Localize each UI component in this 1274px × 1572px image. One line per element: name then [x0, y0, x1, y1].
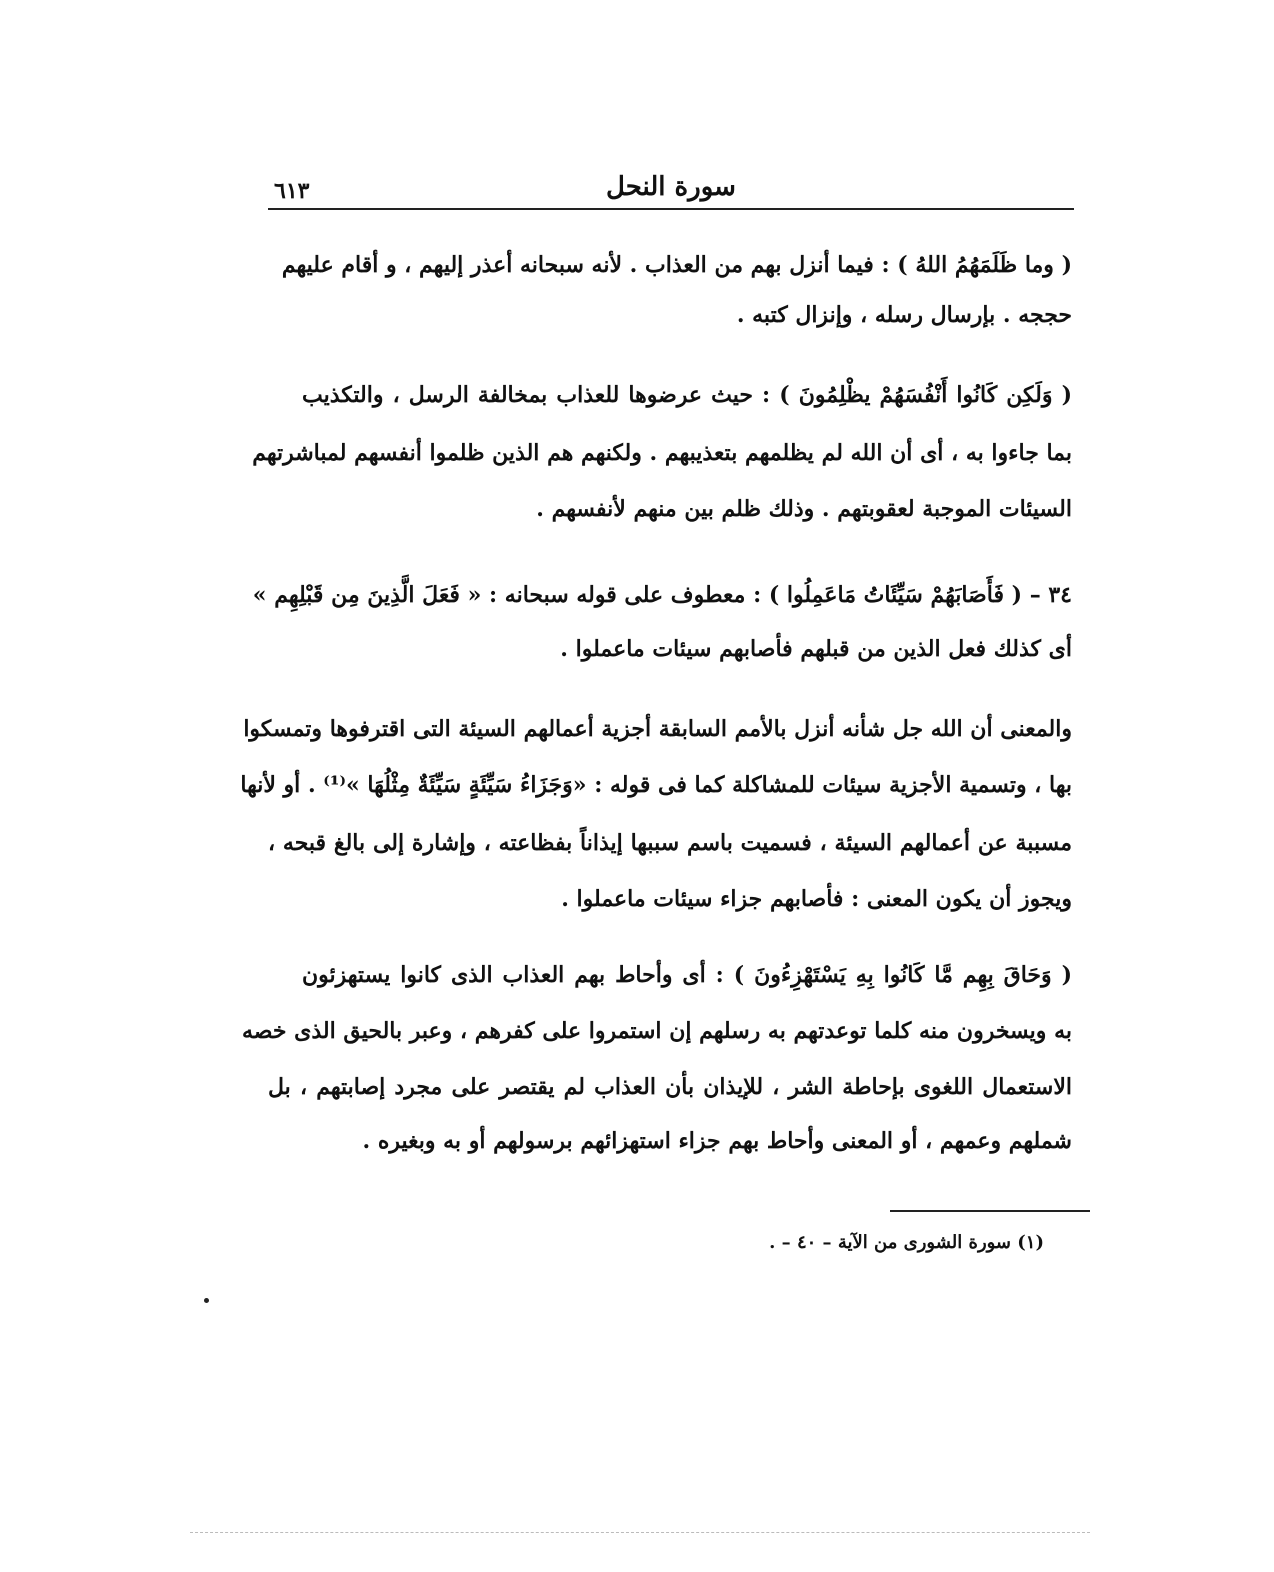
page-number: ٦١٣ — [274, 178, 310, 204]
text-line: الاستعمال اللغوى بإحاطة الشر ، للإيذان بأن العذاب لم يقتصر على مجرد إصابتهم ، بل — [268, 1074, 1072, 1100]
text-line: ويجوز أن يكون المعنى : فأصابهم جزاء سيئات ماعملوا . — [561, 886, 1072, 912]
scan-edge-line — [190, 1532, 1090, 1533]
text-line: بما جاءوا به ، أى أن الله لم يظلمهم بتعذيبهم . ولكنهم هم الذين ظلموا أنفسهم لمباشرتهم — [252, 440, 1072, 466]
text-line: حججه . بإرسال رسله ، وإنزال كتبه . — [736, 302, 1072, 328]
text-line: ( وَحَاقَ بِهِم مَّا كَانُوا بِهِ يَسْتَهْزِءُونَ ) : أى وأحاط بهم العذاب الذى كانوا يستهزئون — [302, 962, 1073, 988]
text-line: والمعنى أن الله جل شأنه أنزل بالأمم السابقة أجزية أعمالهم السيئة التى اقترفوها وتمسكوا — [243, 716, 1072, 742]
text-line: ( وَلَكِن كَانُوا أَنْفُسَهُمْ يظْلِمُونَ ) : حيث عرضوها للعذاب بمخالفة الرسل ، والتكذيب — [302, 382, 1072, 408]
text-line: السيئات الموجبة لعقوبتهم . وذلك ظلم بين منهم لأنفسهم . — [536, 496, 1072, 522]
text-line: به ويسخرون منه كلما توعدتهم به رسلهم إن استمروا على كفرهم ، وعبر بالحيق الذى خصه — [242, 1018, 1072, 1044]
text-line: ( وما ظَلَمَهُمُ اللهُ ) : فيما أنزل بهم من العذاب . لأنه سبحانه أعذر إليهم ، و أقام عليهم — [281, 252, 1072, 278]
surah-title: سورة النحل — [606, 172, 736, 202]
scan-speck — [204, 1298, 209, 1303]
footnote-divider — [890, 1210, 1090, 1212]
text-line: بها ، وتسمية الأجزية سيئات للمشاكلة كما فى قوله : «وَجَزَاءُ سَيِّئَةٍ سَيِّئَةٌ مِثْلُهَا »⁽¹⁾ . أو لأنها — [240, 772, 1072, 798]
footnote: (١) سورة الشورى من الآية – ٤٠ – . — [769, 1232, 1044, 1253]
text-line: شملهم وعمهم ، أو المعنى وأحاط بهم جزاء استهزائهم برسولهم أو به وبغيره . — [362, 1128, 1072, 1154]
text-line: مسببة عن أعمالهم السيئة ، فسميت باسم سببها إيذاناً بفظاعته ، وإشارة إلى بالغ قبحه ، — [268, 830, 1072, 856]
text-line: أى كذلك فعل الذين من قبلهم فأصابهم سيئات ماعملوا . — [560, 636, 1072, 662]
text-line: ٣٤ – ( فَأَصَابَهُمْ سَيِّئَاتُ مَاعَمِلُوا ) : معطوف على قوله سبحانه : « فَعَلَ الَّذِينَ مِن قَبْلِهِم » — [252, 582, 1072, 608]
page-header — [268, 168, 1074, 210]
